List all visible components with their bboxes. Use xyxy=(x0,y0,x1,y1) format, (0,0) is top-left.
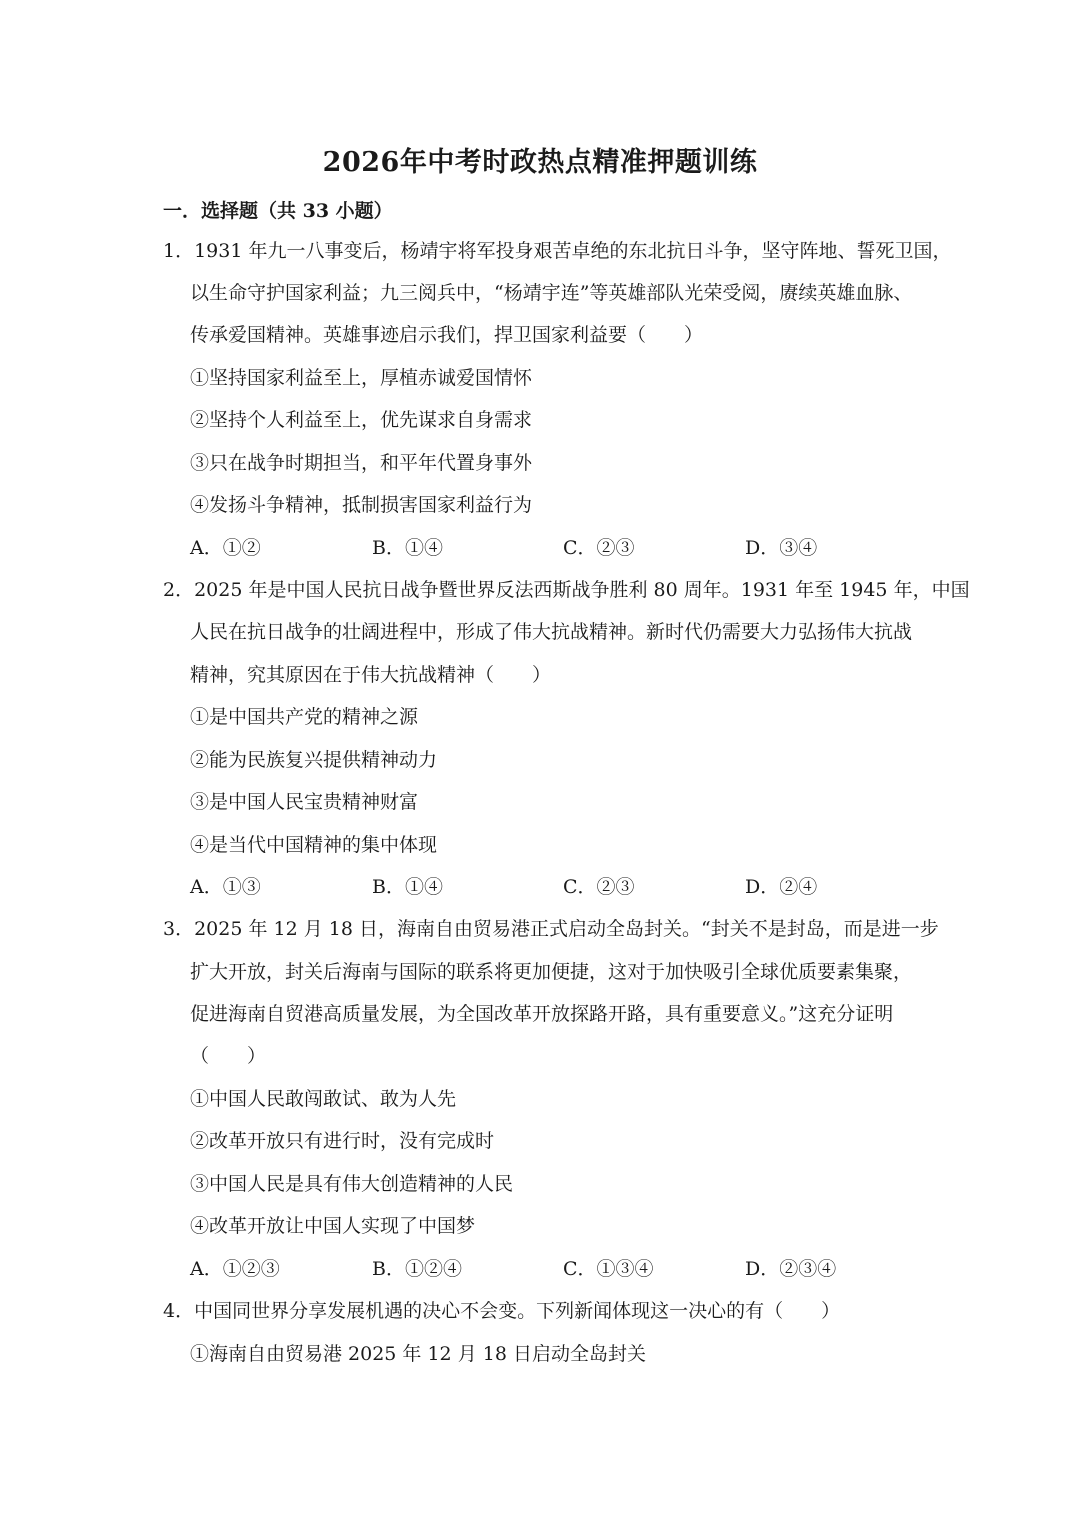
question-2-line-1: 2．2025 年是中国人民抗日战争暨世界反法西斯战争胜利 80 周年。1931 年至 1945 年，中国 xyxy=(163,579,970,601)
question-3-option-4: ④改革开放让中国人实现了中国梦 xyxy=(190,1215,476,1237)
question-3-line-2: 扩大开放，封关后海南与国际的联系将更加便捷，这对于加快吸引全球优质要素集聚， xyxy=(190,961,913,983)
question-3-option-3: ③中国人民是具有伟大创造精神的人民 xyxy=(190,1173,514,1195)
question-2-option-1: ①是中国共产党的精神之源 xyxy=(190,706,419,728)
question-1-choice-b: B．①④ xyxy=(372,537,443,559)
section-heading: 一．选择题（共 33 小题） xyxy=(163,200,393,222)
question-2-choice-c: C．②③ xyxy=(563,876,635,898)
question-2-option-3: ③是中国人民宝贵精神财富 xyxy=(190,791,419,813)
question-1-line-3: 传承爱国精神。英雄事迹启示我们，捍卫国家利益要（ ） xyxy=(190,324,704,346)
question-1-option-1: ①坚持国家利益至上，厚植赤诚爱国情怀 xyxy=(190,367,533,389)
question-2-choice-a: A．①③ xyxy=(190,876,261,898)
question-2-choice-b: B．①④ xyxy=(372,876,443,898)
question-4-line-1: 4．中国同世界分享发展机遇的决心不会变。下列新闻体现这一决心的有（ ） xyxy=(163,1300,841,1322)
question-1-option-4: ④发扬斗争精神，抵制损害国家利益行为 xyxy=(190,494,533,516)
question-2-option-2: ②能为民族复兴提供精神动力 xyxy=(190,749,438,771)
question-3-line-3: 促进海南自贸港高质量发展，为全国改革开放探路开路，具有重要意义。”这充分证明 xyxy=(190,1003,894,1025)
question-1-option-2: ②坚持个人利益至上，优先谋求自身需求 xyxy=(190,409,533,431)
question-1-option-3: ③只在战争时期担当，和平年代置身事外 xyxy=(190,452,533,474)
question-3-choice-b: B．①②④ xyxy=(372,1258,462,1280)
question-1-choice-c: C．②③ xyxy=(563,537,635,559)
question-3-option-2: ②改革开放只有进行时，没有完成时 xyxy=(190,1130,495,1152)
question-1-choice-d: D．③④ xyxy=(745,537,818,559)
question-3-choice-a: A．①②③ xyxy=(190,1258,280,1280)
question-1-line-2: 以生命守护国家利益；九三阅兵中，“杨靖宇连”等英雄部队光荣受阅，赓续英雄血脉、 xyxy=(190,282,913,304)
question-2-line-2: 人民在抗日战争的壮阔进程中，形成了伟大抗战精神。新时代仍需要大力弘扬伟大抗战 xyxy=(190,621,913,643)
question-1-line-1: 1．1931 年九一八事变后，杨靖宇将军投身艰苦卓绝的东北抗日斗争，坚守阵地、誓死卫国， xyxy=(163,240,952,262)
question-2-line-3: 精神，究其原因在于伟大抗战精神（ ） xyxy=(190,664,552,686)
question-1-choice-a: A．①② xyxy=(190,537,261,559)
question-4-option-1: ①海南自由贸易港 2025 年 12 月 18 日启动全岛封关 xyxy=(190,1343,646,1365)
page-title: 2026年中考时政热点精准押题训练 xyxy=(322,147,758,178)
question-2-choice-d: D．②④ xyxy=(745,876,818,898)
question-3-option-1: ①中国人民敢闯敢试、敢为人先 xyxy=(190,1088,457,1110)
question-3-choice-d: D．②③④ xyxy=(745,1258,837,1280)
question-2-option-4: ④是当代中国精神的集中体现 xyxy=(190,834,438,856)
question-3-line-4: （ ） xyxy=(190,1045,267,1067)
question-3-line-1: 3．2025 年 12 月 18 日，海南自由贸易港正式启动全岛封关。“封关不是封岛，而是进一步 xyxy=(163,918,939,940)
question-3-choice-c: C．①③④ xyxy=(563,1258,654,1280)
